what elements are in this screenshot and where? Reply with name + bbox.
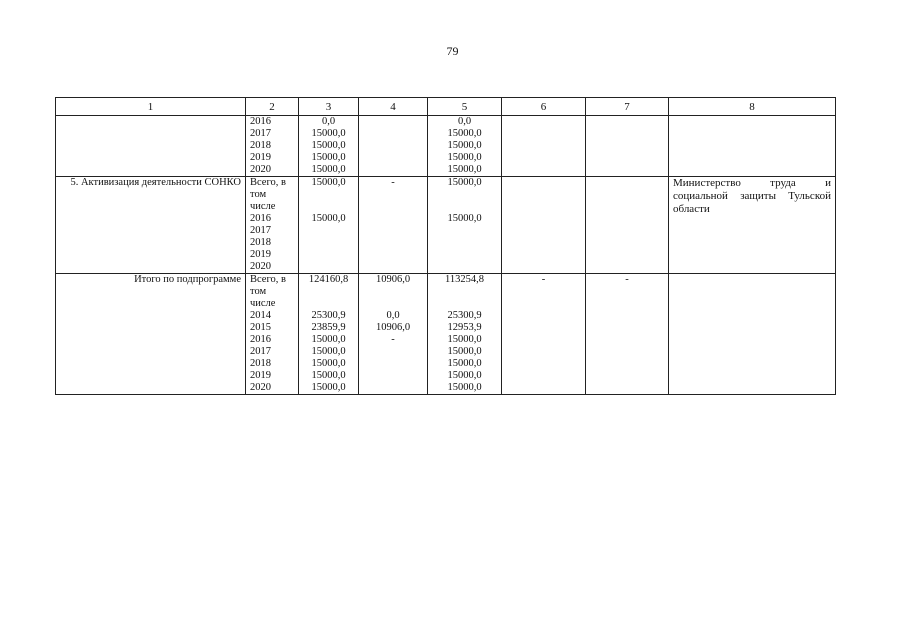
other-cell — [586, 116, 669, 177]
federal-cell — [359, 116, 428, 177]
period-line: 2015 — [250, 322, 271, 333]
value-line: 15000,0 — [447, 140, 482, 151]
period-line: 2018 — [250, 358, 271, 369]
value-line: 23859,9 — [311, 322, 346, 333]
value-line: 15000,0 — [311, 164, 346, 175]
value-line: - — [391, 177, 395, 188]
period-line: 2019 — [250, 370, 271, 381]
value-line — [363, 140, 423, 152]
value-line: 15000,0 — [311, 382, 346, 393]
period-cell — [246, 274, 299, 395]
local-cell: - — [502, 274, 586, 395]
period-line: Всего, в — [250, 177, 286, 188]
period-line: 2014 — [250, 310, 271, 321]
header-col-1: 1 — [56, 98, 246, 116]
value-line: 25300,9 — [447, 310, 482, 321]
value-line — [432, 225, 497, 237]
value-line: 15000,0 — [447, 152, 482, 163]
value-line: 15000,0 — [311, 334, 346, 345]
value-line: 15000,0 — [311, 370, 346, 381]
table-row — [56, 274, 836, 395]
value-line: 15000,0 — [311, 177, 346, 188]
value-line — [303, 225, 354, 237]
header-col-4: 4 — [359, 98, 428, 116]
value-line — [303, 286, 354, 298]
row-title: 5. Активизация деятельности СОНКО — [56, 177, 246, 274]
period-line: 2017 — [250, 128, 271, 139]
value-line — [363, 116, 423, 128]
financing-table — [55, 97, 836, 395]
value-line: 15000,0 — [447, 177, 482, 188]
header-row — [56, 98, 836, 116]
value-line: 0,0 — [457, 116, 472, 127]
period-cell — [246, 177, 299, 274]
total-cell — [299, 116, 359, 177]
header-col-3: 3 — [299, 98, 359, 116]
value-line — [363, 201, 423, 213]
total-cell — [299, 177, 359, 274]
responsible-cell — [669, 274, 836, 395]
value-line — [432, 261, 497, 273]
value-line — [363, 382, 423, 394]
value-line: 15000,0 — [447, 358, 482, 369]
value-line — [363, 346, 423, 358]
value-line — [363, 358, 423, 370]
period-line: 2019 — [250, 249, 271, 260]
period-line: 2018 — [250, 237, 271, 248]
row-title — [56, 116, 246, 177]
table-row — [56, 116, 836, 177]
value-line — [363, 286, 423, 298]
value-line: 15000,0 — [447, 128, 482, 139]
period-line: 2017 — [250, 346, 271, 357]
row-title: Итого по подпрограмме — [56, 274, 246, 395]
value-line: 113254,8 — [445, 274, 484, 285]
value-line: 15000,0 — [311, 346, 346, 357]
value-line — [363, 152, 423, 164]
regional-cell — [428, 177, 502, 274]
value-line — [432, 286, 497, 298]
value-line — [363, 225, 423, 237]
value-line: 15000,0 — [447, 334, 482, 345]
header-col-7: 7 — [586, 98, 669, 116]
value-line: 124160,8 — [308, 274, 349, 285]
header-col-8: 8 — [669, 98, 836, 116]
value-line: 0,0 — [386, 310, 400, 321]
federal-cell — [359, 274, 428, 395]
value-line: 15000,0 — [447, 213, 482, 224]
value-line: 15000,0 — [447, 164, 482, 175]
period-line: числе — [250, 298, 276, 309]
value-line — [363, 261, 423, 273]
period-line: числе — [250, 201, 276, 212]
value-line: 15000,0 — [311, 213, 346, 224]
period-line: 2020 — [250, 164, 271, 175]
value-line: 15000,0 — [311, 140, 346, 151]
local-cell — [502, 177, 586, 274]
total-cell — [299, 274, 359, 395]
value-line: 15000,0 — [311, 358, 346, 369]
other-cell: - — [586, 274, 669, 395]
other-cell — [586, 177, 669, 274]
period-line: 2020 — [250, 261, 271, 272]
value-line — [363, 370, 423, 382]
value-line — [303, 201, 354, 213]
value-line: 15000,0 — [311, 128, 346, 139]
value-line — [363, 189, 423, 201]
local-cell — [502, 116, 586, 177]
header-col-6: 6 — [502, 98, 586, 116]
value-line — [363, 237, 423, 249]
period-line: 2018 — [250, 140, 271, 151]
header-col-5: 5 — [428, 98, 502, 116]
period-line: том — [250, 189, 267, 200]
value-line — [432, 249, 497, 261]
value-line — [363, 249, 423, 261]
value-line: 15000,0 — [311, 152, 346, 163]
value-line: 15000,0 — [447, 382, 482, 393]
value-line — [363, 213, 423, 225]
value-line: 10906,0 — [375, 274, 411, 285]
value-line — [432, 237, 497, 249]
value-line: 25300,9 — [311, 310, 346, 321]
value-line — [363, 128, 423, 140]
value-line — [432, 189, 497, 201]
value-line — [303, 189, 354, 201]
period-line: 2016 — [250, 213, 271, 224]
page-number: 79 — [446, 44, 459, 58]
responsible-cell: Министерство труда и социальной защиты Тульской области — [669, 177, 836, 274]
period-line: том — [250, 286, 267, 297]
value-line: 15000,0 — [447, 370, 482, 381]
regional-cell — [428, 274, 502, 395]
period-line: 2020 — [250, 382, 271, 393]
value-line — [303, 298, 354, 310]
responsible-cell — [669, 116, 836, 177]
value-line — [303, 261, 354, 273]
value-line — [303, 237, 354, 249]
period-cell — [246, 116, 299, 177]
value-line: 0,0 — [321, 116, 336, 127]
value-line: 10906,0 — [375, 322, 411, 333]
value-line: 12953,9 — [447, 322, 482, 333]
federal-cell — [359, 177, 428, 274]
value-line: 15000,0 — [447, 346, 482, 357]
period-line: 2016 — [250, 116, 271, 127]
regional-cell — [428, 116, 502, 177]
value-line — [432, 298, 497, 310]
period-line: 2017 — [250, 225, 271, 236]
value-line — [363, 298, 423, 310]
value-line — [303, 249, 354, 261]
header-col-2: 2 — [246, 98, 299, 116]
period-line: 2016 — [250, 334, 271, 345]
period-line: 2019 — [250, 152, 271, 163]
table-row — [56, 177, 836, 274]
value-line: - — [391, 334, 395, 345]
value-line — [432, 201, 497, 213]
value-line — [363, 164, 423, 176]
period-line: Всего, в — [250, 274, 286, 285]
